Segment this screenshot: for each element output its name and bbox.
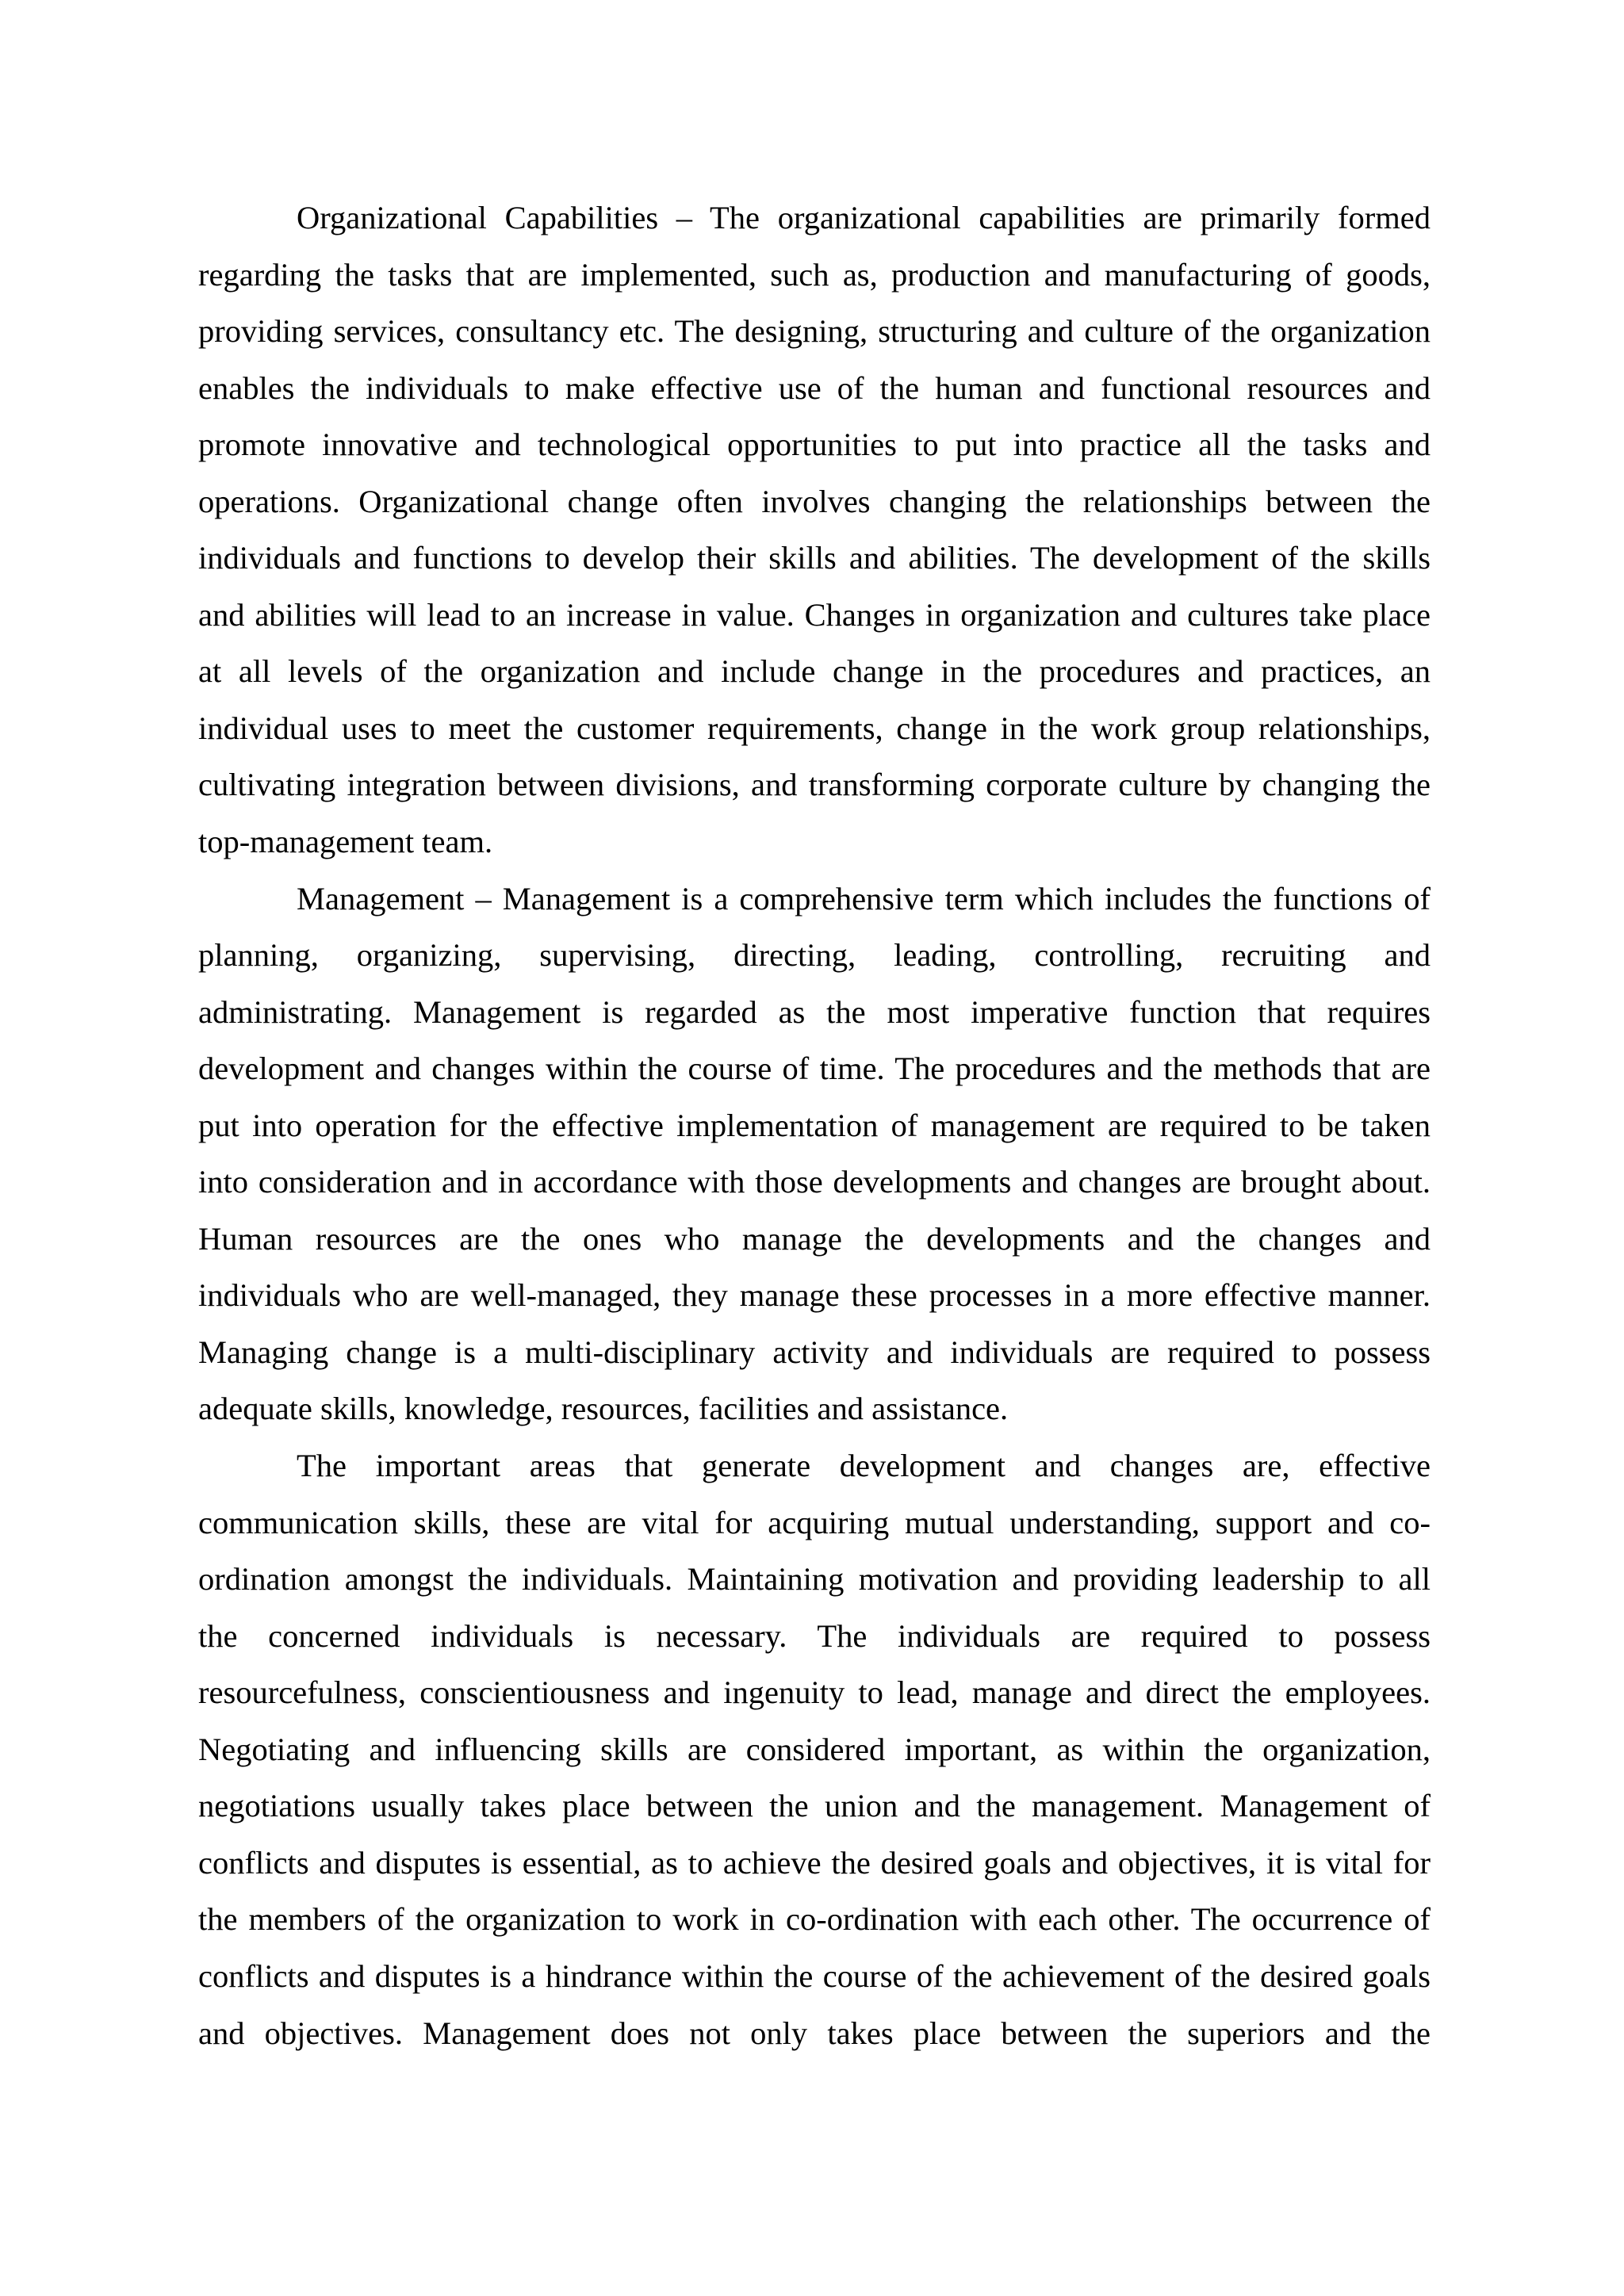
- text-line: development and changes within the course of time. The procedures and the methods that are: [198, 1050, 1431, 1087]
- text-line: enables the individuals to make effective use of the human and functional resources and: [198, 369, 1431, 406]
- text-line: top-management team.: [198, 824, 493, 860]
- text-line: conflicts and disputes is essential, as to achieve the desired goals and objectives, it is vital for: [198, 1844, 1431, 1881]
- text-line: administrating. Management is regarded as the most imperative function that requires: [198, 993, 1431, 1030]
- text-line: the members of the organization to work in co-ordination with each other. The occurrence of: [198, 1901, 1431, 1938]
- paragraph-organizational-capabilities: [198, 189, 1431, 871]
- text-line: negotiations usually takes place between the union and the management. Management of: [198, 1788, 1431, 1824]
- text-line: providing services, consultancy etc. The designing, structuring and culture of the organization: [198, 313, 1431, 350]
- paragraph-management: [198, 871, 1431, 1437]
- text-line: the concerned individuals is necessary. The individuals are required to possess: [198, 1617, 1431, 1654]
- text-line: resourcefulness, conscientiousness and ingenuity to lead, manage and direct the employees.: [198, 1674, 1431, 1711]
- text-line: and abilities will lead to an increase in value. Changes in organization and cultures take place: [198, 596, 1431, 633]
- text-line: individuals who are well-managed, they manage these processes in a more effective manner.: [198, 1277, 1431, 1314]
- text-line: communication skills, these are vital for acquiring mutual understanding, support and co-: [198, 1504, 1431, 1540]
- text-line: planning, organizing, supervising, directing, leading, controlling, recruiting and: [198, 937, 1431, 974]
- text-line: individual uses to meet the customer requirements, change in the work group relationships,: [198, 710, 1431, 746]
- text-line: adequate skills, knowledge, resources, facilities and assistance.: [198, 1391, 1009, 1427]
- text-line: Management – Management is a comprehensive term which includes the functions of: [297, 880, 1431, 916]
- text-line: operations. Organizational change often involves changing the relationships between the: [198, 483, 1431, 519]
- text-line: Organizational Capabilities – The organizational capabilities are primarily formed: [297, 200, 1431, 235]
- text-line: The important areas that generate development and changes are, effective: [297, 1448, 1431, 1484]
- text-line: put into operation for the effective implementation of management are required to be taken: [198, 1107, 1431, 1143]
- text-line: conflicts and disputes is a hindrance within the course of the achievement of the desired goals: [198, 1957, 1431, 1994]
- text-line: at all levels of the organization and include change in the procedures and practices, an: [198, 653, 1431, 690]
- text-line: Human resources are the ones who manage the developments and the changes and: [198, 1220, 1431, 1257]
- paragraph-important-areas: [198, 1437, 1431, 2061]
- text-line: Negotiating and influencing skills are considered important, as within the organization,: [198, 1731, 1431, 1767]
- text-line: ordination amongst the individuals. Maintaining motivation and providing leadership to all: [198, 1561, 1431, 1598]
- text-line: cultivating integration between divisions, and transforming corporate culture by changing the: [198, 767, 1431, 803]
- text-line: and objectives. Management does not only takes place between the superiors and the: [198, 2015, 1431, 2051]
- text-line: regarding the tasks that are implemented, such as, production and manufacturing of goods,: [198, 256, 1431, 293]
- text-line: promote innovative and technological opportunities to put into practice all the tasks and: [198, 427, 1431, 463]
- text-line: individuals and functions to develop their skills and abilities. The development of the skills: [198, 540, 1431, 576]
- text-line: Managing change is a multi-disciplinary activity and individuals are required to possess: [198, 1334, 1431, 1370]
- document-body: [198, 189, 1431, 2061]
- text-line: into consideration and in accordance with those developments and changes are brought about.: [198, 1164, 1431, 1200]
